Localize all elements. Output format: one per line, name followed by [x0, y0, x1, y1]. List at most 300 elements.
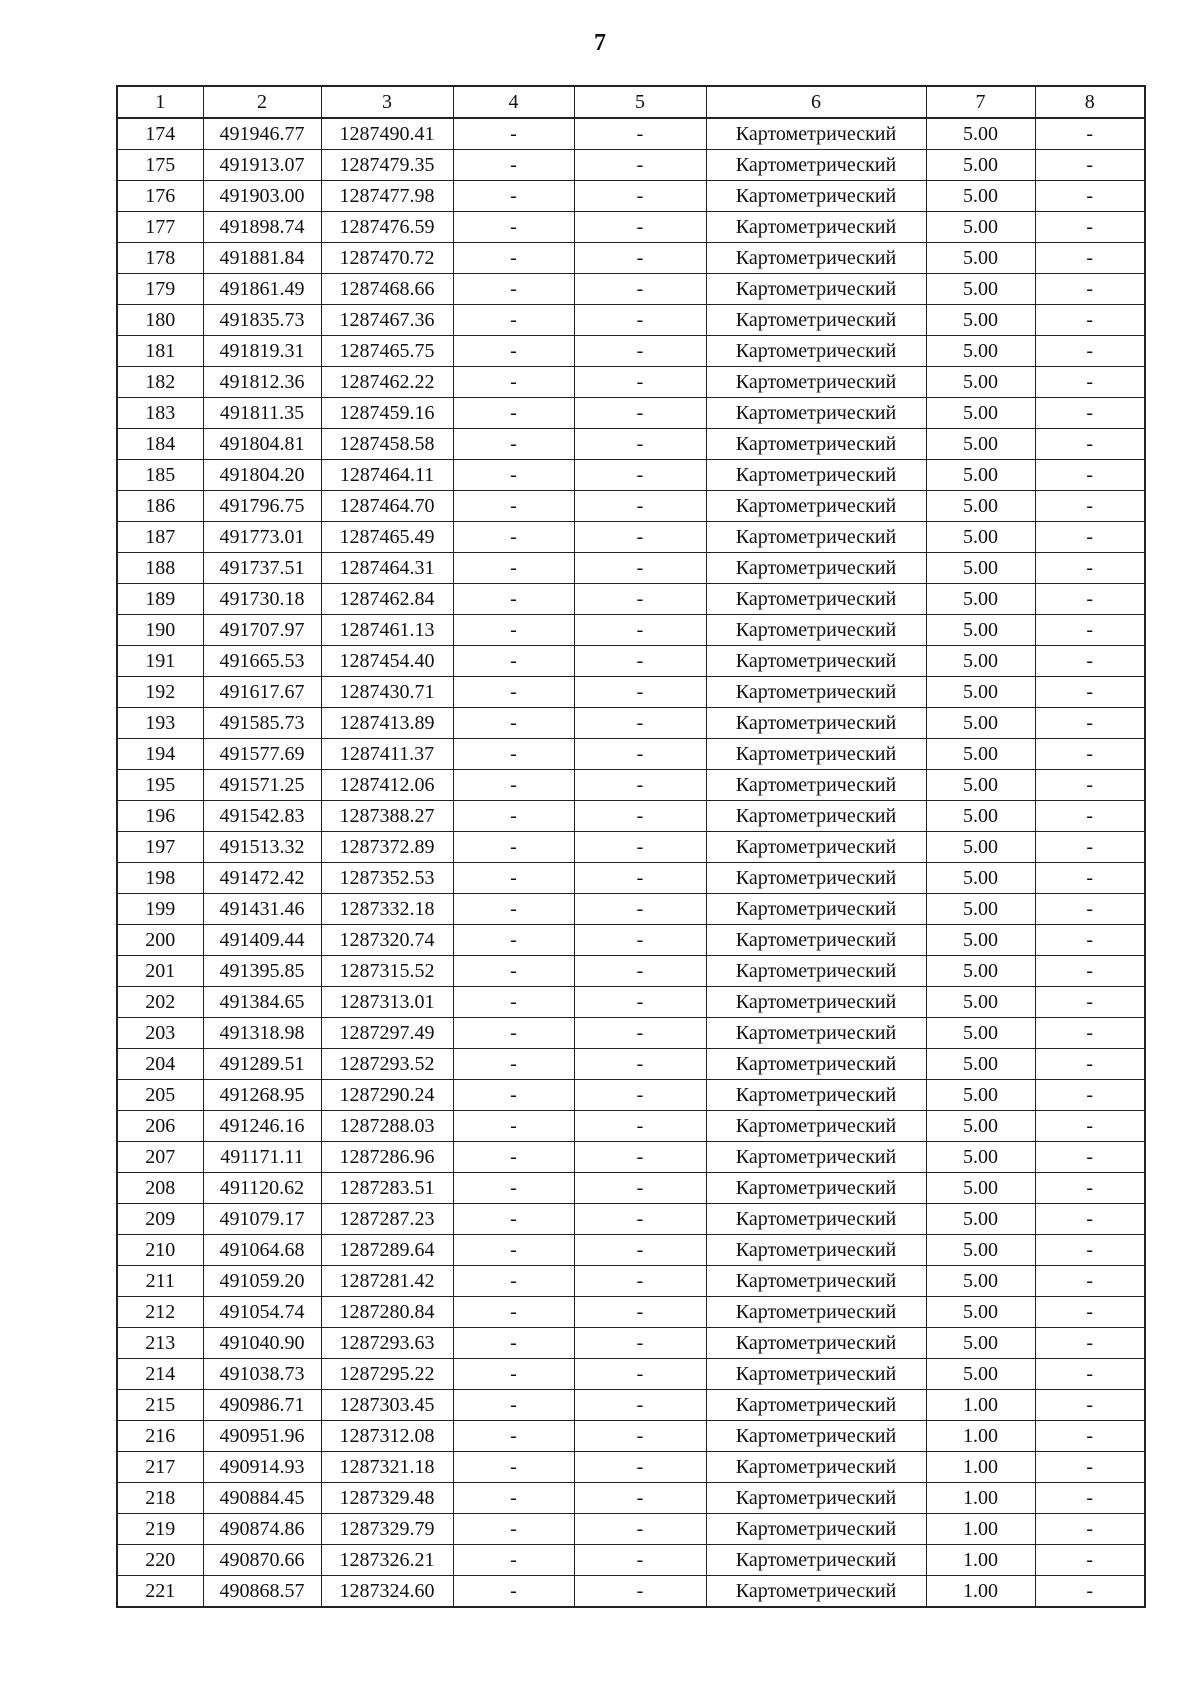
column-4-cell: -	[453, 987, 574, 1018]
accuracy-cell: 5.00	[926, 336, 1035, 367]
x-coordinate-cell: 490914.93	[203, 1452, 321, 1483]
accuracy-cell: 5.00	[926, 925, 1035, 956]
point-number-cell: 198	[117, 863, 203, 894]
column-8-cell: -	[1035, 677, 1145, 708]
x-coordinate-cell: 491577.69	[203, 739, 321, 770]
y-coordinate-cell: 1287286.96	[321, 1142, 453, 1173]
x-coordinate-cell: 491737.51	[203, 553, 321, 584]
table-row	[117, 987, 1145, 1018]
accuracy-cell: 5.00	[926, 305, 1035, 336]
method-cell: Картометрический	[706, 1297, 926, 1328]
column-8-cell: -	[1035, 305, 1145, 336]
table-row	[117, 1421, 1145, 1452]
x-coordinate-cell: 491571.25	[203, 770, 321, 801]
accuracy-cell: 1.00	[926, 1514, 1035, 1545]
column-5-cell: -	[574, 274, 706, 305]
column-8-cell: -	[1035, 1328, 1145, 1359]
column-8-cell: -	[1035, 1452, 1145, 1483]
method-cell: Картометрический	[706, 212, 926, 243]
table-row	[117, 863, 1145, 894]
method-cell: Картометрический	[706, 1421, 926, 1452]
point-number-cell: 211	[117, 1266, 203, 1297]
accuracy-cell: 5.00	[926, 1049, 1035, 1080]
column-8-cell: -	[1035, 491, 1145, 522]
y-coordinate-cell: 1287293.52	[321, 1049, 453, 1080]
column-5-cell: -	[574, 739, 706, 770]
method-cell: Картометрический	[706, 987, 926, 1018]
column-4-cell: -	[453, 522, 574, 553]
table-row	[117, 118, 1145, 150]
y-coordinate-cell: 1287465.75	[321, 336, 453, 367]
method-cell: Картометрический	[706, 367, 926, 398]
y-coordinate-cell: 1287413.89	[321, 708, 453, 739]
point-number-cell: 195	[117, 770, 203, 801]
y-coordinate-cell: 1287303.45	[321, 1390, 453, 1421]
column-8-cell: -	[1035, 429, 1145, 460]
point-number-cell: 196	[117, 801, 203, 832]
accuracy-cell: 5.00	[926, 832, 1035, 863]
table-row	[117, 956, 1145, 987]
x-coordinate-cell: 491064.68	[203, 1235, 321, 1266]
y-coordinate-cell: 1287454.40	[321, 646, 453, 677]
point-number-cell: 218	[117, 1483, 203, 1514]
table-row	[117, 1328, 1145, 1359]
column-8-cell: -	[1035, 1514, 1145, 1545]
column-5-cell: -	[574, 181, 706, 212]
y-coordinate-cell: 1287458.58	[321, 429, 453, 460]
accuracy-cell: 5.00	[926, 118, 1035, 150]
point-number-cell: 192	[117, 677, 203, 708]
point-number-cell: 203	[117, 1018, 203, 1049]
column-8-cell: -	[1035, 770, 1145, 801]
table-row	[117, 1359, 1145, 1390]
method-cell: Картометрический	[706, 150, 926, 181]
column-5-cell: -	[574, 1297, 706, 1328]
accuracy-cell: 5.00	[926, 1173, 1035, 1204]
point-number-cell: 178	[117, 243, 203, 274]
method-cell: Картометрический	[706, 1235, 926, 1266]
x-coordinate-cell: 491513.32	[203, 832, 321, 863]
column-5-cell: -	[574, 118, 706, 150]
y-coordinate-cell: 1287477.98	[321, 181, 453, 212]
column-4-cell: -	[453, 1018, 574, 1049]
column-4-cell: -	[453, 1576, 574, 1608]
accuracy-cell: 5.00	[926, 615, 1035, 646]
column-5-cell: -	[574, 987, 706, 1018]
column-4-cell: -	[453, 336, 574, 367]
x-coordinate-cell: 491542.83	[203, 801, 321, 832]
accuracy-cell: 5.00	[926, 956, 1035, 987]
accuracy-cell: 5.00	[926, 181, 1035, 212]
accuracy-cell: 5.00	[926, 1266, 1035, 1297]
column-4-cell: -	[453, 894, 574, 925]
point-number-cell: 181	[117, 336, 203, 367]
method-cell: Картометрический	[706, 305, 926, 336]
y-coordinate-cell: 1287388.27	[321, 801, 453, 832]
column-8-cell: -	[1035, 336, 1145, 367]
point-number-cell: 201	[117, 956, 203, 987]
method-cell: Картометрический	[706, 1173, 926, 1204]
x-coordinate-cell: 491318.98	[203, 1018, 321, 1049]
point-number-cell: 212	[117, 1297, 203, 1328]
column-5-cell: -	[574, 708, 706, 739]
x-coordinate-cell: 491804.20	[203, 460, 321, 491]
column-5-cell: -	[574, 1204, 706, 1235]
x-coordinate-cell: 491903.00	[203, 181, 321, 212]
point-number-cell: 214	[117, 1359, 203, 1390]
accuracy-cell: 5.00	[926, 274, 1035, 305]
accuracy-cell: 5.00	[926, 894, 1035, 925]
column-4-cell: -	[453, 1266, 574, 1297]
table-row	[117, 1111, 1145, 1142]
method-cell: Картометрический	[706, 956, 926, 987]
y-coordinate-cell: 1287321.18	[321, 1452, 453, 1483]
accuracy-cell: 1.00	[926, 1483, 1035, 1514]
column-8-cell: -	[1035, 460, 1145, 491]
table-row	[117, 460, 1145, 491]
y-coordinate-cell: 1287287.23	[321, 1204, 453, 1235]
column-4-cell: -	[453, 615, 574, 646]
column-4-cell: -	[453, 429, 574, 460]
accuracy-cell: 5.00	[926, 584, 1035, 615]
method-cell: Картометрический	[706, 1142, 926, 1173]
point-number-cell: 205	[117, 1080, 203, 1111]
table-row	[117, 739, 1145, 770]
column-8-cell: -	[1035, 118, 1145, 150]
column-5-cell: -	[574, 460, 706, 491]
column-4-cell: -	[453, 243, 574, 274]
y-coordinate-cell: 1287479.35	[321, 150, 453, 181]
x-coordinate-cell: 491730.18	[203, 584, 321, 615]
accuracy-cell: 5.00	[926, 1111, 1035, 1142]
x-coordinate-cell: 491898.74	[203, 212, 321, 243]
method-cell: Картометрический	[706, 1483, 926, 1514]
column-8-cell: -	[1035, 1390, 1145, 1421]
column-5-cell: -	[574, 1111, 706, 1142]
x-coordinate-cell: 491054.74	[203, 1297, 321, 1328]
point-number-cell: 206	[117, 1111, 203, 1142]
accuracy-cell: 5.00	[926, 801, 1035, 832]
x-coordinate-cell: 491773.01	[203, 522, 321, 553]
column-8-cell: -	[1035, 1483, 1145, 1514]
x-coordinate-cell: 490874.86	[203, 1514, 321, 1545]
method-cell: Картометрический	[706, 646, 926, 677]
table-row	[117, 336, 1145, 367]
accuracy-cell: 5.00	[926, 212, 1035, 243]
y-coordinate-cell: 1287462.22	[321, 367, 453, 398]
column-8-cell: -	[1035, 1235, 1145, 1266]
x-coordinate-cell: 491289.51	[203, 1049, 321, 1080]
x-coordinate-cell: 490951.96	[203, 1421, 321, 1452]
column-8-cell: -	[1035, 181, 1145, 212]
header-row	[117, 86, 1145, 118]
point-number-cell: 197	[117, 832, 203, 863]
x-coordinate-cell: 491395.85	[203, 956, 321, 987]
point-number-cell: 215	[117, 1390, 203, 1421]
y-coordinate-cell: 1287464.70	[321, 491, 453, 522]
table-row	[117, 429, 1145, 460]
x-coordinate-cell: 491038.73	[203, 1359, 321, 1390]
point-number-cell: 180	[117, 305, 203, 336]
x-coordinate-cell: 491665.53	[203, 646, 321, 677]
accuracy-cell: 5.00	[926, 491, 1035, 522]
column-4-cell: -	[453, 491, 574, 522]
accuracy-cell: 5.00	[926, 460, 1035, 491]
method-cell: Картометрический	[706, 925, 926, 956]
column-5-cell: -	[574, 1080, 706, 1111]
column-header: 7	[926, 86, 1035, 118]
column-4-cell: -	[453, 1204, 574, 1235]
table-row	[117, 1266, 1145, 1297]
point-number-cell: 191	[117, 646, 203, 677]
accuracy-cell: 5.00	[926, 987, 1035, 1018]
x-coordinate-cell: 491472.42	[203, 863, 321, 894]
column-header: 6	[706, 86, 926, 118]
column-5-cell: -	[574, 894, 706, 925]
column-4-cell: -	[453, 398, 574, 429]
column-8-cell: -	[1035, 832, 1145, 863]
column-5-cell: -	[574, 553, 706, 584]
y-coordinate-cell: 1287312.08	[321, 1421, 453, 1452]
x-coordinate-cell: 491819.31	[203, 336, 321, 367]
x-coordinate-cell: 491861.49	[203, 274, 321, 305]
accuracy-cell: 5.00	[926, 1328, 1035, 1359]
column-8-cell: -	[1035, 150, 1145, 181]
table-row	[117, 615, 1145, 646]
point-number-cell: 184	[117, 429, 203, 460]
x-coordinate-cell: 491796.75	[203, 491, 321, 522]
column-5-cell: -	[574, 1421, 706, 1452]
point-number-cell: 202	[117, 987, 203, 1018]
column-4-cell: -	[453, 677, 574, 708]
column-4-cell: -	[453, 1328, 574, 1359]
column-4-cell: -	[453, 460, 574, 491]
accuracy-cell: 5.00	[926, 770, 1035, 801]
accuracy-cell: 5.00	[926, 522, 1035, 553]
column-4-cell: -	[453, 1111, 574, 1142]
column-5-cell: -	[574, 956, 706, 987]
method-cell: Картометрический	[706, 708, 926, 739]
point-number-cell: 176	[117, 181, 203, 212]
method-cell: Картометрический	[706, 801, 926, 832]
point-number-cell: 193	[117, 708, 203, 739]
y-coordinate-cell: 1287324.60	[321, 1576, 453, 1608]
point-number-cell: 186	[117, 491, 203, 522]
y-coordinate-cell: 1287283.51	[321, 1173, 453, 1204]
column-8-cell: -	[1035, 1359, 1145, 1390]
column-5-cell: -	[574, 1142, 706, 1173]
accuracy-cell: 5.00	[926, 1235, 1035, 1266]
table-row	[117, 1483, 1145, 1514]
column-5-cell: -	[574, 429, 706, 460]
method-cell: Картометрический	[706, 1018, 926, 1049]
y-coordinate-cell: 1287465.49	[321, 522, 453, 553]
accuracy-cell: 5.00	[926, 1297, 1035, 1328]
point-number-cell: 210	[117, 1235, 203, 1266]
column-5-cell: -	[574, 522, 706, 553]
method-cell: Картометрический	[706, 398, 926, 429]
column-4-cell: -	[453, 832, 574, 863]
accuracy-cell: 5.00	[926, 1080, 1035, 1111]
column-5-cell: -	[574, 367, 706, 398]
y-coordinate-cell: 1287468.66	[321, 274, 453, 305]
method-cell: Картометрический	[706, 894, 926, 925]
x-coordinate-cell: 491171.11	[203, 1142, 321, 1173]
y-coordinate-cell: 1287281.42	[321, 1266, 453, 1297]
point-number-cell: 220	[117, 1545, 203, 1576]
point-number-cell: 190	[117, 615, 203, 646]
y-coordinate-cell: 1287326.21	[321, 1545, 453, 1576]
x-coordinate-cell: 491431.46	[203, 894, 321, 925]
point-number-cell: 209	[117, 1204, 203, 1235]
table-row	[117, 1173, 1145, 1204]
column-5-cell: -	[574, 1235, 706, 1266]
x-coordinate-cell: 491384.65	[203, 987, 321, 1018]
column-5-cell: -	[574, 1390, 706, 1421]
column-8-cell: -	[1035, 584, 1145, 615]
method-cell: Картометрический	[706, 677, 926, 708]
point-number-cell: 208	[117, 1173, 203, 1204]
accuracy-cell: 1.00	[926, 1452, 1035, 1483]
column-8-cell: -	[1035, 894, 1145, 925]
point-number-cell: 194	[117, 739, 203, 770]
column-4-cell: -	[453, 956, 574, 987]
column-8-cell: -	[1035, 739, 1145, 770]
x-coordinate-cell: 491079.17	[203, 1204, 321, 1235]
column-5-cell: -	[574, 305, 706, 336]
x-coordinate-cell: 491040.90	[203, 1328, 321, 1359]
y-coordinate-cell: 1287464.11	[321, 460, 453, 491]
point-number-cell: 200	[117, 925, 203, 956]
column-5-cell: -	[574, 646, 706, 677]
accuracy-cell: 5.00	[926, 429, 1035, 460]
table-row	[117, 491, 1145, 522]
accuracy-cell: 1.00	[926, 1576, 1035, 1608]
point-number-cell: 179	[117, 274, 203, 305]
table-row	[117, 1452, 1145, 1483]
y-coordinate-cell: 1287461.13	[321, 615, 453, 646]
column-5-cell: -	[574, 212, 706, 243]
column-5-cell: -	[574, 832, 706, 863]
accuracy-cell: 5.00	[926, 398, 1035, 429]
column-4-cell: -	[453, 1049, 574, 1080]
column-4-cell: -	[453, 739, 574, 770]
column-header: 3	[321, 86, 453, 118]
column-4-cell: -	[453, 1421, 574, 1452]
column-4-cell: -	[453, 770, 574, 801]
y-coordinate-cell: 1287288.03	[321, 1111, 453, 1142]
method-cell: Картометрический	[706, 118, 926, 150]
column-5-cell: -	[574, 1173, 706, 1204]
y-coordinate-cell: 1287290.24	[321, 1080, 453, 1111]
column-8-cell: -	[1035, 522, 1145, 553]
x-coordinate-cell: 491881.84	[203, 243, 321, 274]
accuracy-cell: 1.00	[926, 1390, 1035, 1421]
method-cell: Картометрический	[706, 1049, 926, 1080]
column-4-cell: -	[453, 305, 574, 336]
x-coordinate-cell: 491585.73	[203, 708, 321, 739]
column-8-cell: -	[1035, 1080, 1145, 1111]
table-row	[117, 522, 1145, 553]
column-8-cell: -	[1035, 367, 1145, 398]
accuracy-cell: 5.00	[926, 646, 1035, 677]
accuracy-cell: 5.00	[926, 739, 1035, 770]
column-4-cell: -	[453, 367, 574, 398]
accuracy-cell: 5.00	[926, 863, 1035, 894]
table-row	[117, 1576, 1145, 1608]
column-5-cell: -	[574, 150, 706, 181]
column-8-cell: -	[1035, 925, 1145, 956]
x-coordinate-cell: 491059.20	[203, 1266, 321, 1297]
method-cell: Картометрический	[706, 243, 926, 274]
column-5-cell: -	[574, 1514, 706, 1545]
y-coordinate-cell: 1287313.01	[321, 987, 453, 1018]
x-coordinate-cell: 491268.95	[203, 1080, 321, 1111]
y-coordinate-cell: 1287329.79	[321, 1514, 453, 1545]
accuracy-cell: 5.00	[926, 243, 1035, 274]
method-cell: Картометрический	[706, 181, 926, 212]
y-coordinate-cell: 1287490.41	[321, 118, 453, 150]
column-8-cell: -	[1035, 1111, 1145, 1142]
x-coordinate-cell: 491246.16	[203, 1111, 321, 1142]
table-row	[117, 398, 1145, 429]
method-cell: Картометрический	[706, 584, 926, 615]
column-5-cell: -	[574, 1359, 706, 1390]
table-row	[117, 1297, 1145, 1328]
method-cell: Картометрический	[706, 460, 926, 491]
column-4-cell: -	[453, 1390, 574, 1421]
column-8-cell: -	[1035, 243, 1145, 274]
x-coordinate-cell: 490986.71	[203, 1390, 321, 1421]
x-coordinate-cell: 491913.07	[203, 150, 321, 181]
point-number-cell: 174	[117, 118, 203, 150]
point-number-cell: 175	[117, 150, 203, 181]
column-8-cell: -	[1035, 956, 1145, 987]
table-row	[117, 832, 1145, 863]
table-row	[117, 801, 1145, 832]
column-header: 1	[117, 86, 203, 118]
x-coordinate-cell: 490884.45	[203, 1483, 321, 1514]
point-number-cell: 188	[117, 553, 203, 584]
table-row	[117, 677, 1145, 708]
x-coordinate-cell: 491835.73	[203, 305, 321, 336]
y-coordinate-cell: 1287462.84	[321, 584, 453, 615]
accuracy-cell: 5.00	[926, 1142, 1035, 1173]
column-8-cell: -	[1035, 1545, 1145, 1576]
y-coordinate-cell: 1287315.52	[321, 956, 453, 987]
column-4-cell: -	[453, 925, 574, 956]
column-8-cell: -	[1035, 1266, 1145, 1297]
column-5-cell: -	[574, 398, 706, 429]
accuracy-cell: 5.00	[926, 677, 1035, 708]
method-cell: Картометрический	[706, 336, 926, 367]
point-number-cell: 216	[117, 1421, 203, 1452]
table-row	[117, 367, 1145, 398]
column-4-cell: -	[453, 1235, 574, 1266]
point-number-cell: 213	[117, 1328, 203, 1359]
column-4-cell: -	[453, 1297, 574, 1328]
table-row	[117, 150, 1145, 181]
y-coordinate-cell: 1287476.59	[321, 212, 453, 243]
table-row	[117, 770, 1145, 801]
column-header: 5	[574, 86, 706, 118]
y-coordinate-cell: 1287295.22	[321, 1359, 453, 1390]
y-coordinate-cell: 1287430.71	[321, 677, 453, 708]
table-row	[117, 708, 1145, 739]
y-coordinate-cell: 1287352.53	[321, 863, 453, 894]
column-5-cell: -	[574, 1018, 706, 1049]
column-8-cell: -	[1035, 212, 1145, 243]
